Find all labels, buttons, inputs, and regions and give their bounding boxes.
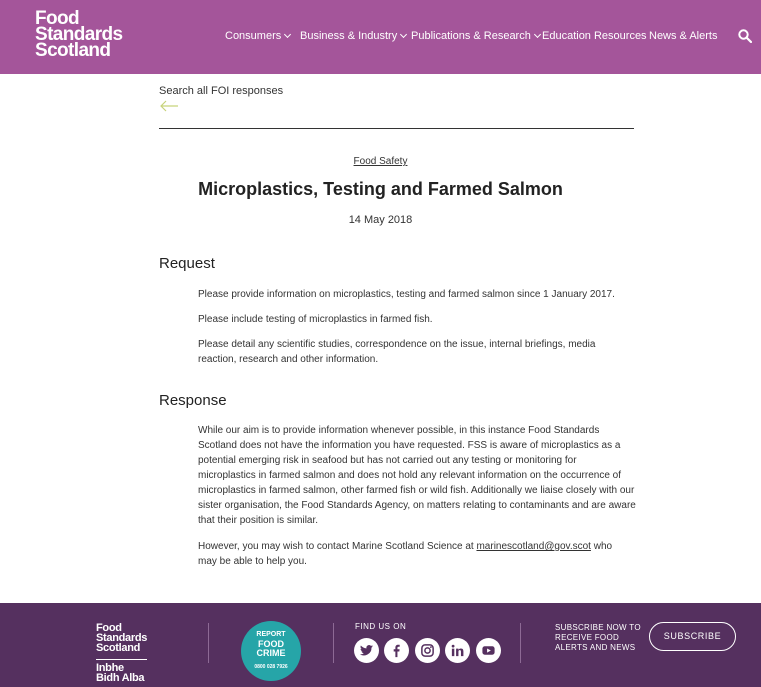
instagram-icon[interactable]	[415, 638, 440, 663]
request-paragraph-3: Please detail any scientific studies, correspondence on the issue, internal briefings, media reaction, research and other information.	[198, 339, 596, 365]
footer-divider	[333, 623, 334, 663]
contact-text-before: However, you may wish to contact Marine Scotland Science at	[198, 541, 477, 552]
subscribe-button[interactable]: SUBSCRIBE	[649, 622, 736, 651]
footer-divider	[208, 623, 209, 663]
search-icon[interactable]	[738, 29, 752, 43]
nav-education-resources[interactable]	[542, 30, 647, 42]
nav-label: Education Resources	[542, 30, 647, 42]
nav-label: Publications & Research	[411, 30, 531, 42]
logo-line-3: Scotland	[35, 40, 111, 61]
footer-logo-gaelic-2: Bidh Alba	[96, 672, 145, 684]
response-paragraph: While our aim is to provide information whenever possible, in this instance Food Standards Scotland does not have the information you have requested. FSS is aware of microplastics as a potential emerging risk in seafood but has not carried out any testing or monitoring for microplastics in farmed salmon and does not hold any relevant information on the occurrence of microplastics in farmed salmon, other farmed fish or wild fish. Additionally we liaise closely with our sister organisation, the Food Standards Agency, on matters relating to contaminants and are aware that their position is similar.	[198, 425, 636, 526]
linkedin-icon[interactable]	[445, 638, 470, 663]
find-us-label: FIND US ON	[355, 622, 407, 631]
nav-consumers[interactable]	[225, 30, 290, 42]
badge-line-1: FOOD	[258, 639, 284, 649]
back-to-foi-link[interactable]: Search all FOI responses	[159, 85, 284, 97]
footer-logo-line-1: Food	[96, 622, 122, 634]
footer-logo-line-3: Scotland	[96, 642, 141, 654]
footer-divider	[520, 623, 521, 663]
site-footer	[0, 603, 761, 687]
category-tag	[0, 156, 761, 167]
twitter-icon[interactable]	[354, 638, 379, 663]
badge-phone: 0800 028 7926	[254, 664, 288, 670]
publish-date: 14 May 2018	[348, 214, 413, 226]
site-header	[0, 0, 761, 74]
chevron-down-icon	[534, 31, 541, 38]
badge-main-text	[241, 640, 301, 658]
request-heading: Request	[159, 255, 215, 272]
logo-line-2: Standards	[35, 24, 123, 45]
report-food-crime-badge[interactable]	[241, 621, 301, 681]
youtube-icon[interactable]	[476, 638, 501, 663]
badge-top-text: REPORT	[256, 631, 286, 638]
response-heading: Response	[159, 392, 227, 409]
request-paragraph-1: Please provide information on microplastics, testing and farmed salmon since 1 January 2017.	[198, 289, 615, 300]
divider	[159, 128, 634, 129]
page-title: Microplastics, Testing and Farmed Salmon	[198, 179, 563, 199]
nav-news-alerts[interactable]	[649, 30, 717, 42]
contact-paragraph	[198, 539, 630, 569]
footer-logo-gaelic-1: Inbhe	[96, 659, 147, 673]
chevron-down-icon	[400, 31, 407, 38]
facebook-icon[interactable]	[384, 638, 409, 663]
arrow-left-icon[interactable]	[159, 100, 179, 112]
contact-text-after: who may be able to help you.	[198, 541, 613, 567]
request-paragraph-2: Please include testing of microplastics in farmed fish.	[198, 314, 433, 325]
nav-label: Business & Industry	[300, 30, 398, 42]
nav-label: Consumers	[225, 30, 282, 42]
site-logo[interactable]	[35, 8, 123, 61]
category-link[interactable]: Food Safety	[353, 156, 408, 167]
footer-logo[interactable]	[96, 623, 147, 683]
nav-business-industry[interactable]	[300, 30, 406, 42]
chevron-down-icon	[284, 31, 291, 38]
subscribe-text: SUBSCRIBE NOW TO RECEIVE FOOD ALERTS AND NEWS	[555, 623, 641, 652]
nav-publications-research[interactable]	[411, 30, 540, 42]
contact-email-link[interactable]: marinescotland@gov.scot	[476, 541, 591, 552]
nav-label: News & Alerts	[649, 30, 718, 42]
badge-line-2: CRIME	[256, 648, 286, 658]
logo-line-1: Food	[35, 8, 80, 29]
footer-logo-line-2: Standards	[96, 632, 148, 644]
